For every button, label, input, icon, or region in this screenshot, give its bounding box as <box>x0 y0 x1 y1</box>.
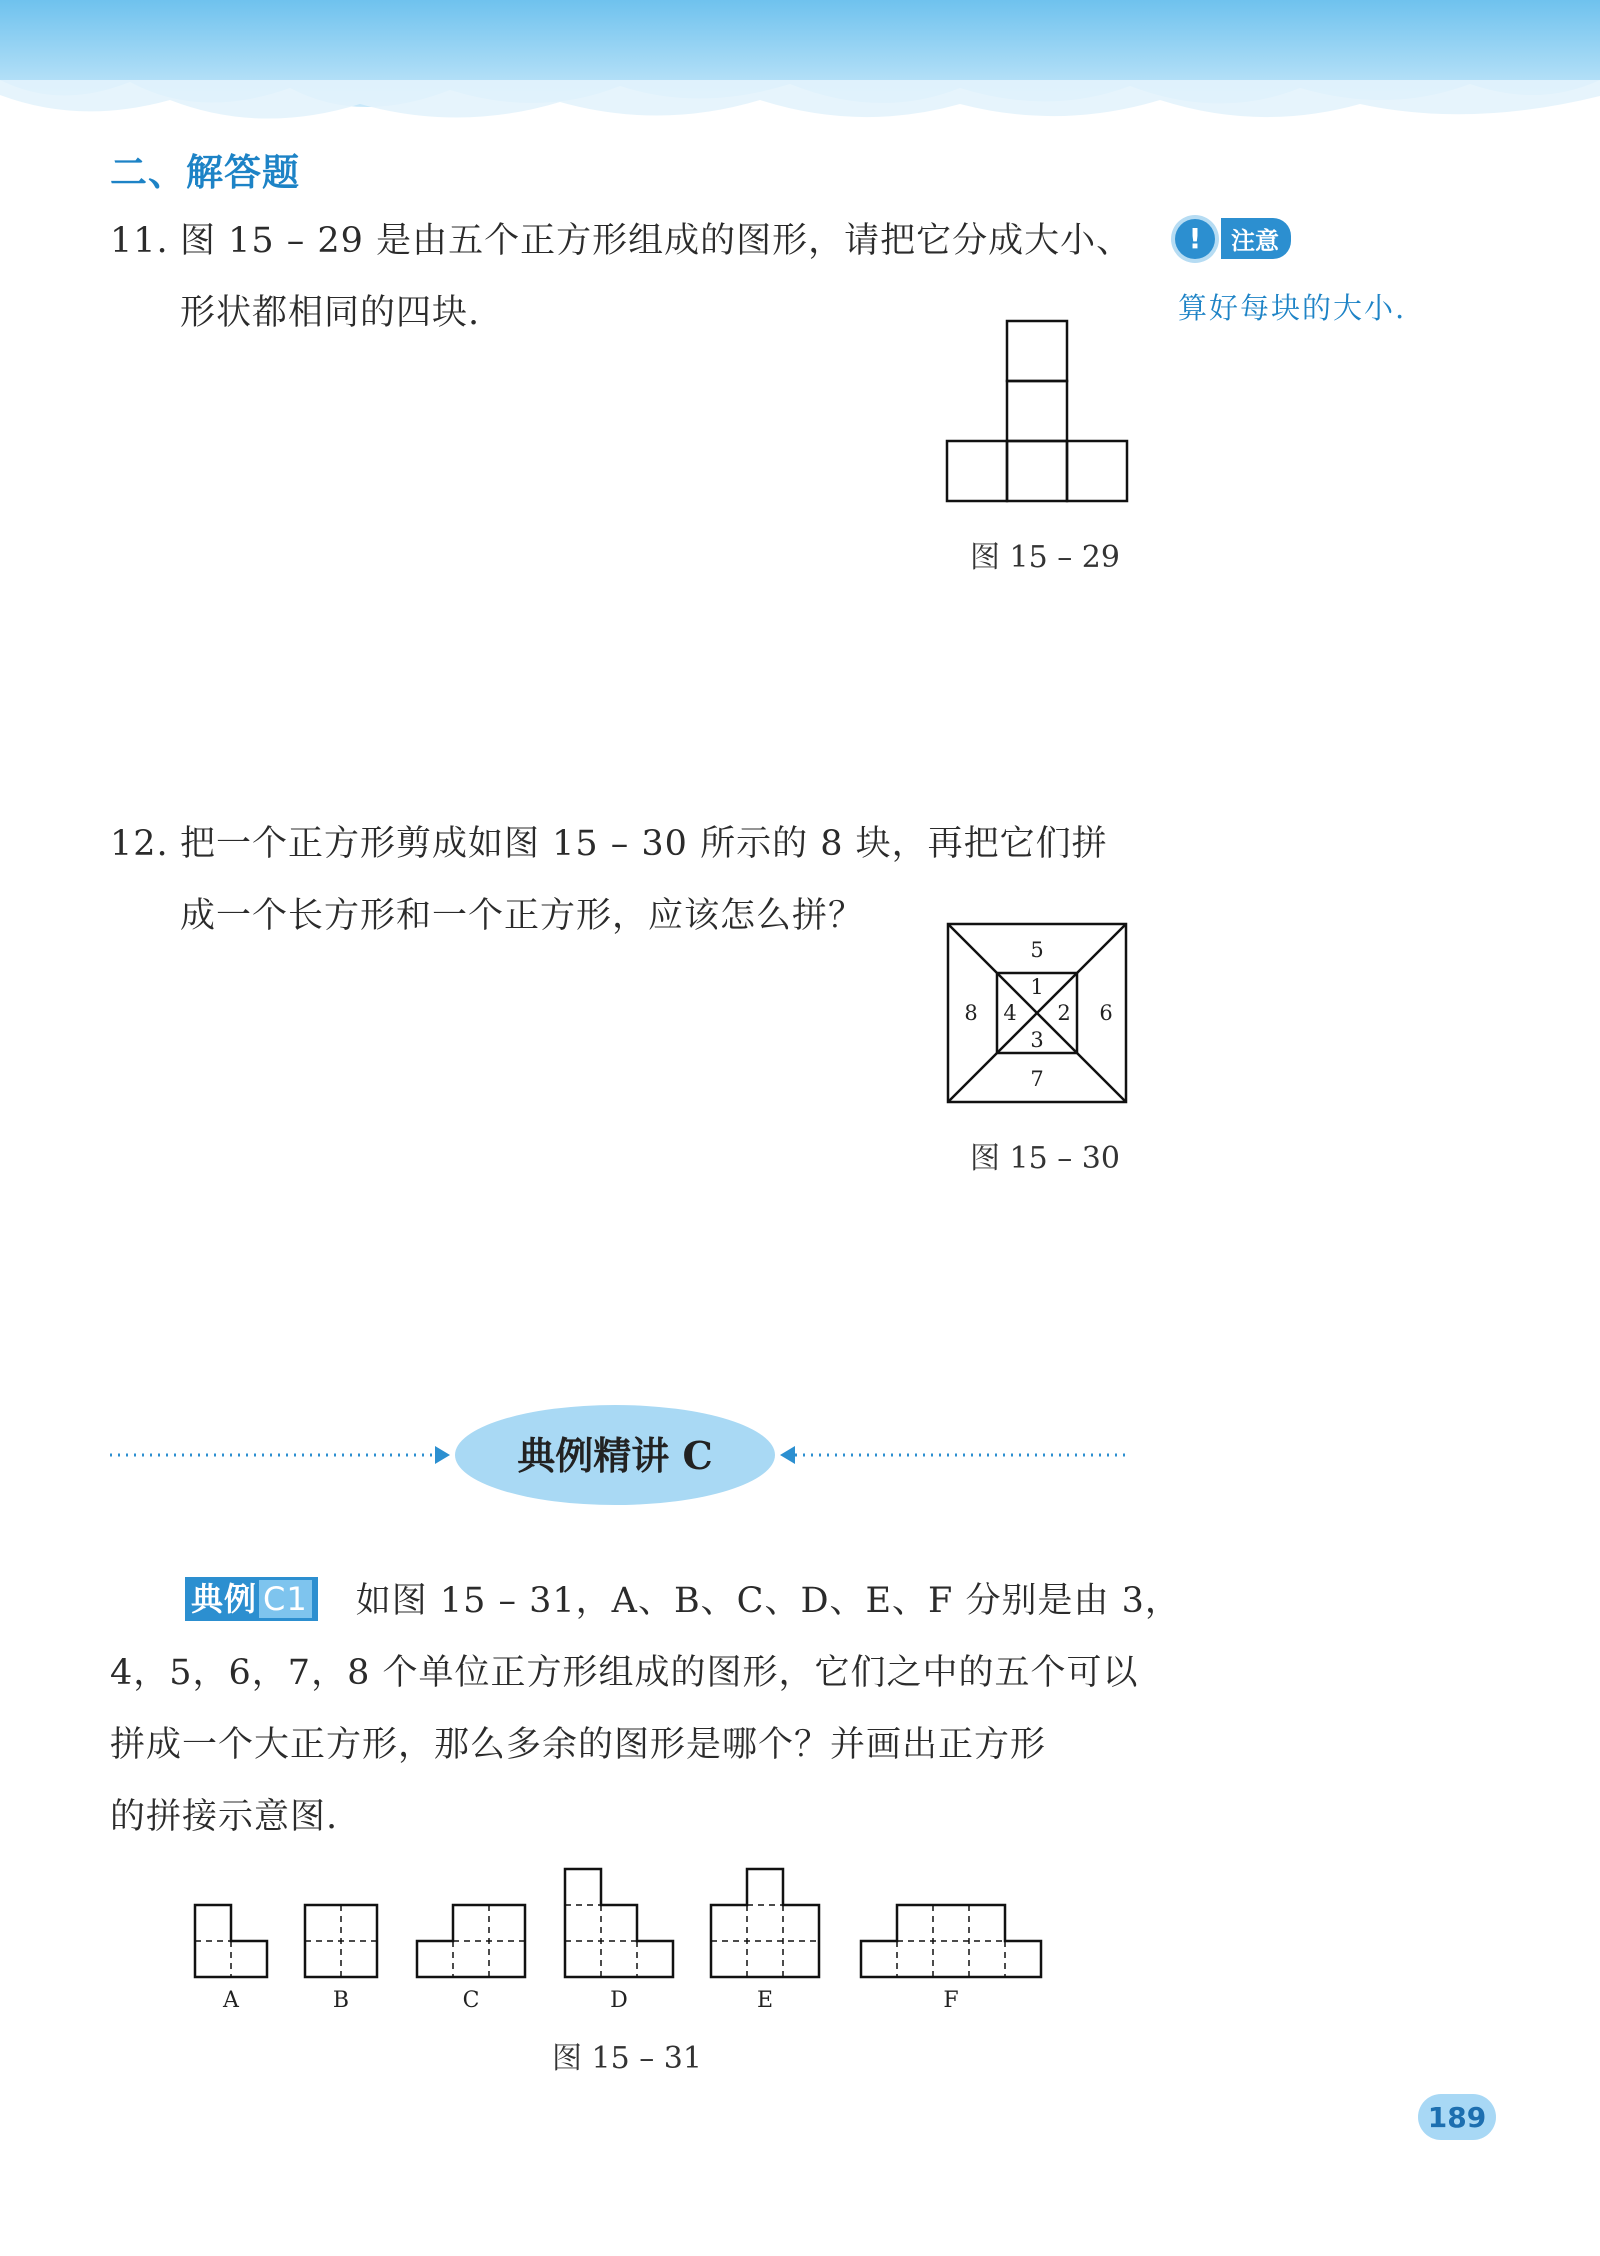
fig30-corner-line <box>1077 924 1126 973</box>
q12-text-2: 成一个长方形和一个正方形，应该怎么拼？ <box>180 896 865 936</box>
exclamation-speech-icon: ! <box>1175 219 1215 259</box>
q12-text-1: 把一个正方形剪成如图 15 – 30 所示的 8 块，再把它们拼 <box>180 824 1108 864</box>
example-divider <box>100 1400 1140 1510</box>
fig30-corner-line <box>1077 1053 1126 1102</box>
cloud-banner <box>0 0 1600 150</box>
example-tag-sub: C1 <box>259 1580 312 1618</box>
shape-label: E <box>756 1988 774 2013</box>
figure-15-31-caption: 图 15 – 31 <box>552 2041 702 2076</box>
shape-e <box>711 1869 819 1977</box>
fig30-label: 7 <box>1030 1067 1044 1091</box>
q11-line1 <box>110 205 1132 277</box>
triangle-left-icon <box>780 1446 795 1464</box>
fig30-label: 3 <box>1030 1028 1044 1052</box>
figure-15-30 <box>940 918 1135 1108</box>
figure-15-31 <box>185 1855 1065 2015</box>
fig29-square <box>947 441 1007 501</box>
example-line1 <box>185 1565 1181 1637</box>
note-label: 注意 <box>1221 218 1291 259</box>
fig30-label: 6 <box>1099 1001 1113 1025</box>
fig29-square <box>1067 441 1127 501</box>
fig29-square <box>1007 321 1067 381</box>
fig30-label: 5 <box>1030 938 1044 962</box>
q12-number: 12. <box>110 824 169 864</box>
example-text-3: 拼成一个大正方形，那么多余的图形是哪个？并画出正方形 <box>110 1725 1047 1765</box>
note-badge <box>1175 218 1291 259</box>
q11-number: 11. <box>110 221 169 261</box>
fig30-label: 4 <box>1003 1001 1017 1025</box>
example-text-2: 4，5，6，7，8 个单位正方形组成的图形，它们之中的五个可以 <box>110 1653 1139 1693</box>
example-tag <box>185 1577 318 1621</box>
shape-label: F <box>943 1988 959 2013</box>
shape-d <box>565 1869 673 1977</box>
shape-label: C <box>462 1988 480 2013</box>
fig30-corner-line <box>948 924 997 973</box>
figure-15-29-caption: 图 15 – 29 <box>970 540 1120 575</box>
page-number: 189 <box>1418 2094 1496 2140</box>
fig30-label: 8 <box>964 1001 978 1025</box>
section-title: 二、解答题 <box>110 151 300 194</box>
example-tag-main: 典例 <box>191 1580 258 1618</box>
example-text-1: 如图 15 – 31，A、B、C、D、E、F 分别是由 3， <box>355 1581 1181 1621</box>
fig30-label: 2 <box>1057 1001 1071 1025</box>
example-text-4: 的拼接示意图. <box>110 1797 339 1837</box>
shape-label: D <box>610 1988 628 2013</box>
fig30-label: 1 <box>1030 975 1044 999</box>
q11-text-1: 图 15 – 29 是由五个正方形组成的图形，请把它分成大小、 <box>180 221 1133 261</box>
shape-label: A <box>223 1988 239 2013</box>
q11-text-2: 形状都相同的四块. <box>180 293 481 333</box>
shape-label: B <box>332 1988 350 2013</box>
note-text: 算好每块的大小. <box>1178 291 1407 325</box>
fig30-corner-line <box>948 1053 997 1102</box>
q12-line1 <box>110 808 1108 880</box>
figure-15-30-caption: 图 15 – 30 <box>970 1141 1120 1176</box>
triangle-right-icon <box>435 1446 450 1464</box>
divider-label: 典例精讲 C <box>517 1433 713 1478</box>
fig29-square <box>1007 381 1067 441</box>
figure-15-29 <box>945 318 1130 508</box>
shape-f <box>861 1905 1041 1977</box>
fig29-square <box>1007 441 1067 501</box>
